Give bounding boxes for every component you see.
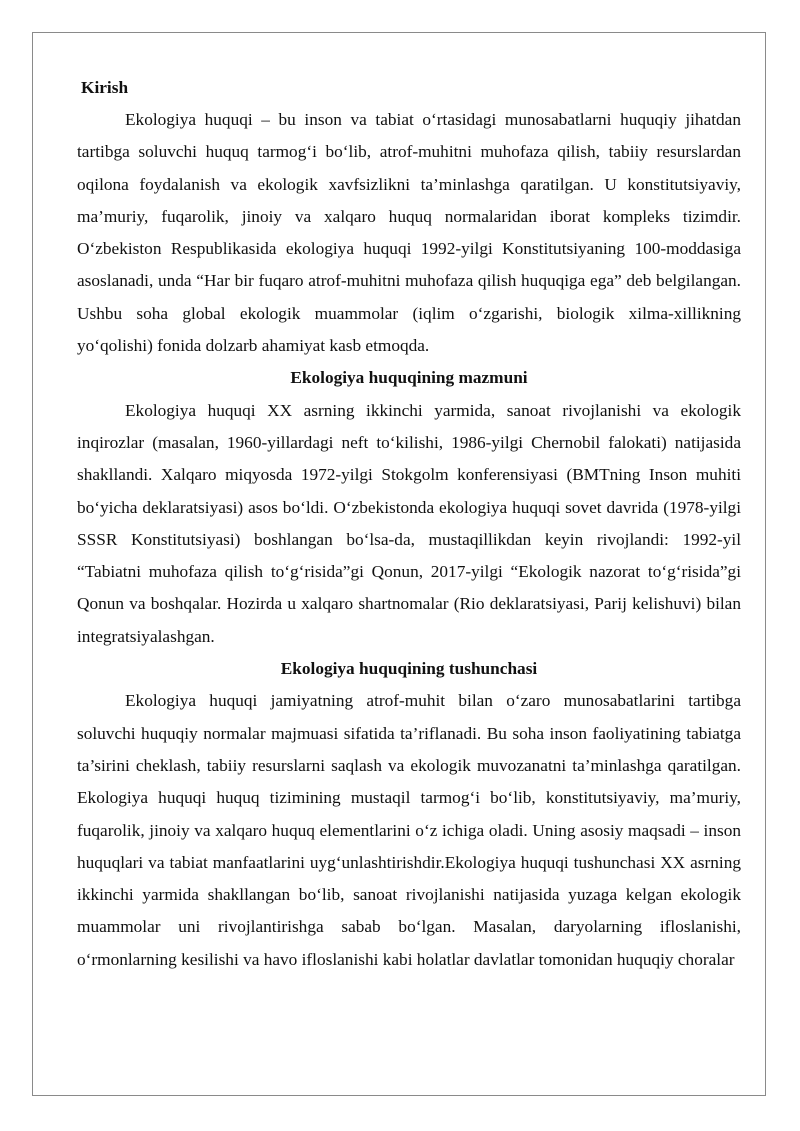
section-heading-mazmuni: Ekologiya huquqining mazmuni <box>290 368 528 388</box>
intro-heading: Kirish <box>81 78 129 97</box>
document-body <box>77 72 741 976</box>
intro-paragraph: Ekologiya huquqi – bu inson va tabiat o‘rtasidagi munosabatlarni huquqiy jihatdan tartibga soluvchi huquq tarmog‘i bo‘lib, atrof-muhitni muhofaza qilish, tabiiy resurslardan oqilona foydalanish va ekologik xavfsizlikni ta’minlashga qaratilgan. U konstitutsiyaviy, ma’muriy, fuqarolik, jinoiy va xalqaro huquq normalaridan iborat kompleks tizimdir. O‘zbekiston Respublikasida ekologiya huquqi 1992-yilgi Konstitutsiyaning 100-moddasiga asoslanadi, unda “Har bir fuqaro atrof-muhitni muhofaza qilish huquqiga ega” deb belgilangan. Ushbu soha global ekologik muammolar (iqlim o‘zgarishi, biologik xilma-xillikning yo‘qolishi) fonida dolzarb ahamiyat kasb etmoqda. <box>77 110 741 356</box>
section-heading-tushunchasi: Ekologiya huquqining tushunchasi <box>280 659 538 679</box>
section-paragraph-tushunchasi: Ekologiya huquqi jamiyatning atrof-muhit bilan o‘zaro munosabatlarini tartibga soluvchi huquqiy normalar majmuasi sifatida ta’riflanadi. Bu soha inson faoliyatining tabiatga ta’sirini cheklash, tabiiy resurslarni saqlash va ekologik muvozanatni ta’minlashga qaratilgan. Ekologiya huquqi huquq tizimining mustaqil tarmog‘i bo‘lib, konstitutsiyaviy, ma’muriy, fuqarolik, jinoiy va xalqaro huquq elementlarini o‘z ichiga oladi. Uning asosiy maqsadi – inson huquqlari va tabiat manfaatlarini uyg‘unlashtirishdir.Ekologiya huquqi tushunchasi XX asrning ikkinchi yarmida shakllangan bo‘lib, sanoat rivojlanishi natijasida yuzaga kelgan ekologik muammolar uni rivojlantirishga sabab bo‘lgan. Masalan, daryolarning ifloslanishi, o‘rmonlarning kesilishi va havo ifloslanishi kabi holatlar davlatlar tomonidan huquqiy choralar <box>77 691 741 969</box>
section-paragraph-mazmuni: Ekologiya huquqi XX asrning ikkinchi yarmida, sanoat rivojlanishi va ekologik inqirozlar (masalan, 1960-yillardagi neft to‘kilishi, 1986-yilgi Chernobil falokati) natijasida shakllandi. Xalqaro miqyosda 1972-yilgi Stokgolm konferensiyasi (BMTning Inson muhiti bo‘yicha deklaratsiyasi) asos bo‘ldi. O‘zbekistonda ekologiya huquqi sovet davrida (1978-yilgi SSSR Konstitutsiyasi) boshlangan bo‘lsa-da, mustaqillikdan keyin rivojlandi: 1992-yil “Tabiatni muhofaza qilish to‘g‘risida”gi Qonun, 2017-yilgi “Ekologik nazorat to‘g‘risida”gi Qonun va boshqalar. Hozirda u xalqaro shartnomalar (Rio deklaratsiyasi, Parij kelishuvi) bilan integratsiyalashgan. <box>77 400 741 646</box>
